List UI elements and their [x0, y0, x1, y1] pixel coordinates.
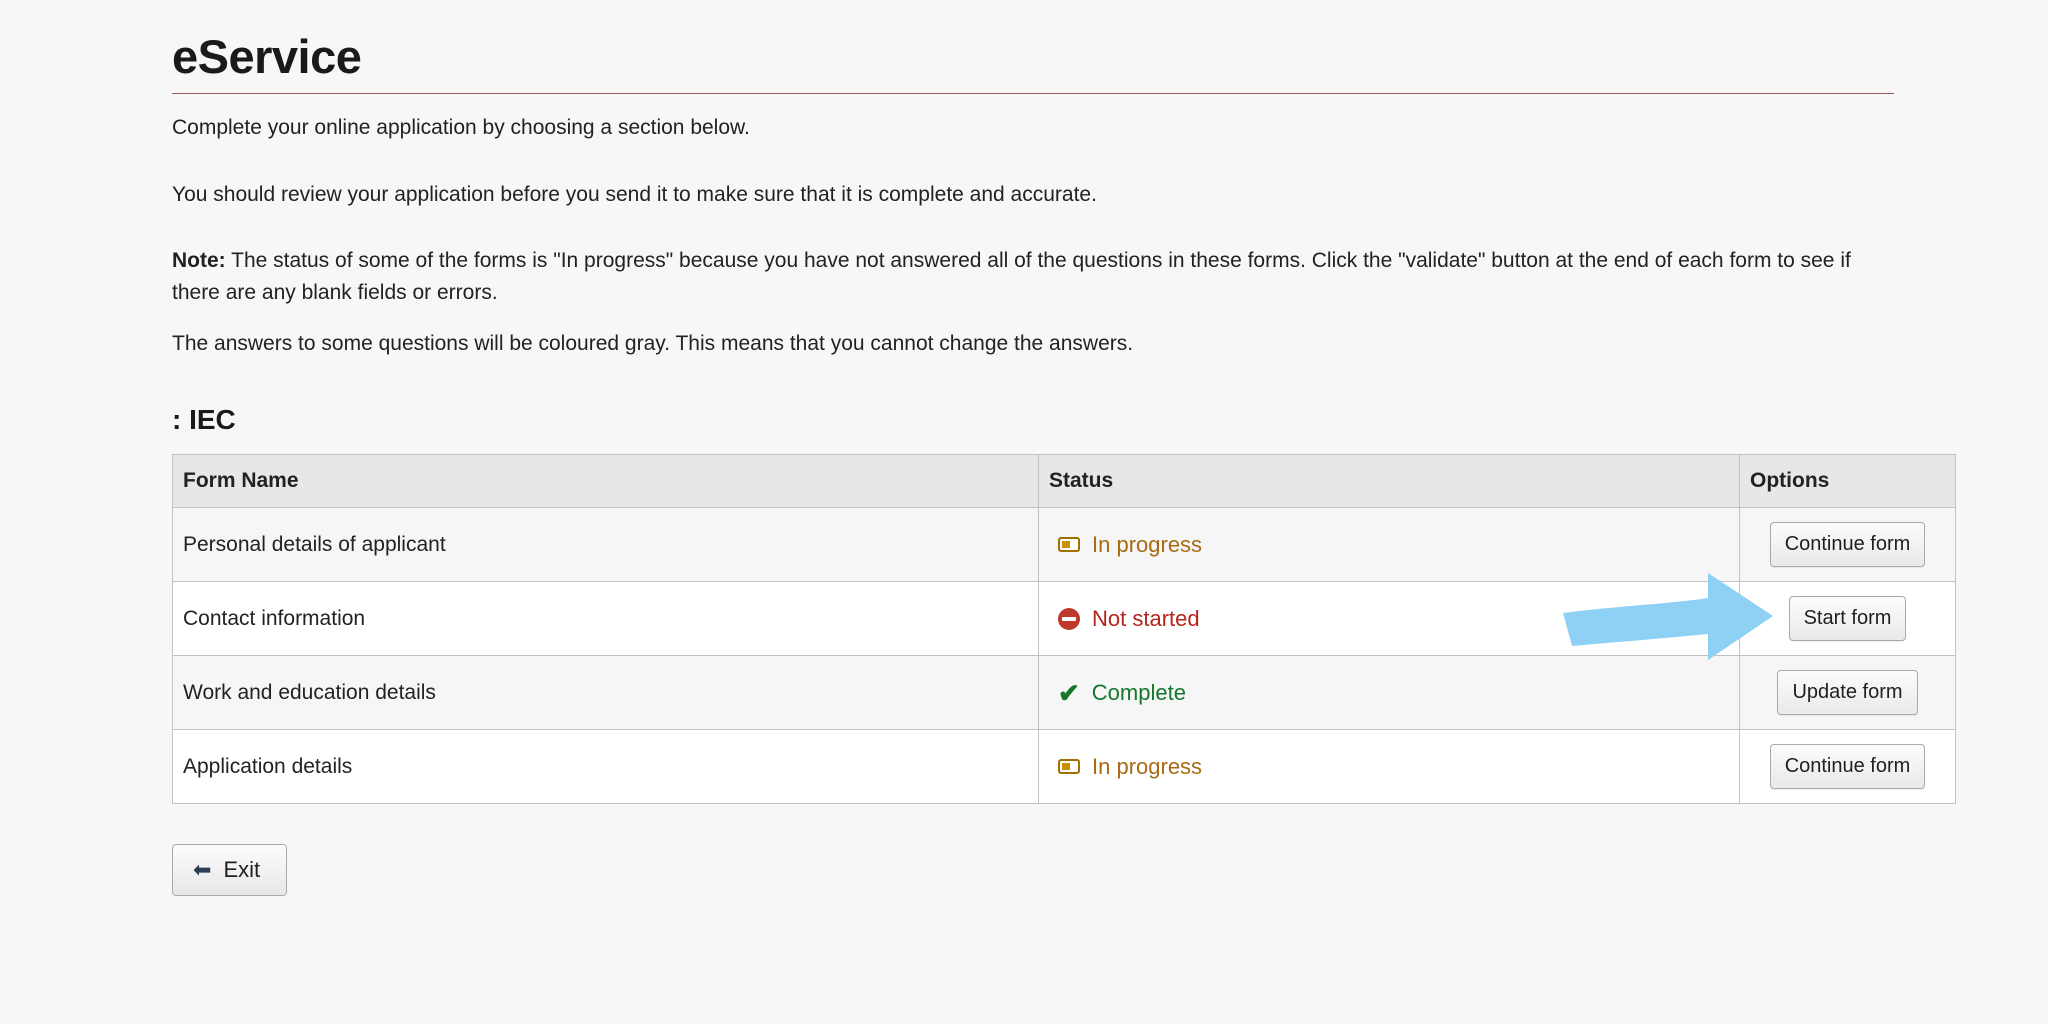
table-row [173, 508, 1956, 582]
update-form-button-work-education[interactable]: Update form [1777, 670, 1917, 715]
cell-options [1740, 508, 1956, 582]
section-title: : IEC [172, 404, 236, 436]
status-badge [1049, 532, 1729, 558]
exit-button-label: Exit [223, 857, 261, 883]
continue-form-button-application-details[interactable]: Continue form [1770, 744, 1926, 789]
cell-status [1039, 582, 1740, 656]
footer-actions [172, 844, 1894, 896]
intro-paragraph-2: You should review your application before you send it to make sure that it is complete and accurate. [172, 183, 1097, 207]
table-row [173, 582, 1956, 656]
cell-options [1740, 582, 1956, 656]
continue-form-button-personal-details[interactable]: Continue form [1770, 522, 1926, 567]
table-row [173, 730, 1956, 804]
start-form-button-contact-information[interactable]: Start form [1789, 596, 1907, 641]
cell-form-name: Personal details of applicant [173, 508, 1039, 582]
cell-status [1039, 656, 1740, 730]
not-started-icon [1058, 608, 1080, 630]
cell-form-name: Application details [173, 730, 1039, 804]
in-progress-icon [1058, 759, 1080, 774]
cell-form-name: Work and education details [173, 656, 1039, 730]
table-header-row [173, 455, 1956, 508]
status-label: In progress [1092, 753, 1203, 779]
cell-form-name: Contact information [173, 582, 1039, 656]
gray-answers-note: The answers to some questions will be coloured gray. This means that you cannot change the answers. [172, 331, 1134, 355]
cell-options [1740, 730, 1956, 804]
header-status: Status [1039, 455, 1740, 508]
forms-table [172, 454, 1956, 804]
status-badge [1049, 754, 1729, 780]
in-progress-icon [1058, 537, 1080, 552]
exit-button[interactable] [172, 844, 287, 896]
status-label: Complete [1091, 679, 1186, 705]
content-container [172, 28, 1911, 896]
page-title: eService [172, 30, 362, 83]
complete-check-icon: ✔ [1058, 677, 1080, 708]
table-row [173, 656, 1956, 730]
title-divider [172, 93, 1894, 94]
header-form-name: Form Name [173, 455, 1039, 508]
cell-status [1039, 730, 1740, 804]
status-badge [1049, 606, 1729, 632]
header-options: Options [1740, 455, 1956, 508]
arrow-left-icon: ⬅ [193, 857, 212, 883]
note-label: Note: [172, 248, 226, 272]
note-text: The status of some of the forms is "In progress" because you have not answered all of the questions in these forms. Click the "validate" button at the end of each form to see if there are any blank fields or errors. [172, 248, 1851, 305]
status-label: Not started [1092, 605, 1200, 631]
cell-options [1740, 656, 1956, 730]
forms-table-head [173, 455, 1956, 508]
intro-paragraph-1: Complete your online application by choosing a section below. [172, 115, 750, 139]
status-label: In progress [1092, 531, 1203, 557]
note-paragraph [172, 245, 1882, 310]
forms-table-body [173, 508, 1956, 804]
cell-status [1039, 508, 1740, 582]
status-badge [1049, 677, 1729, 708]
